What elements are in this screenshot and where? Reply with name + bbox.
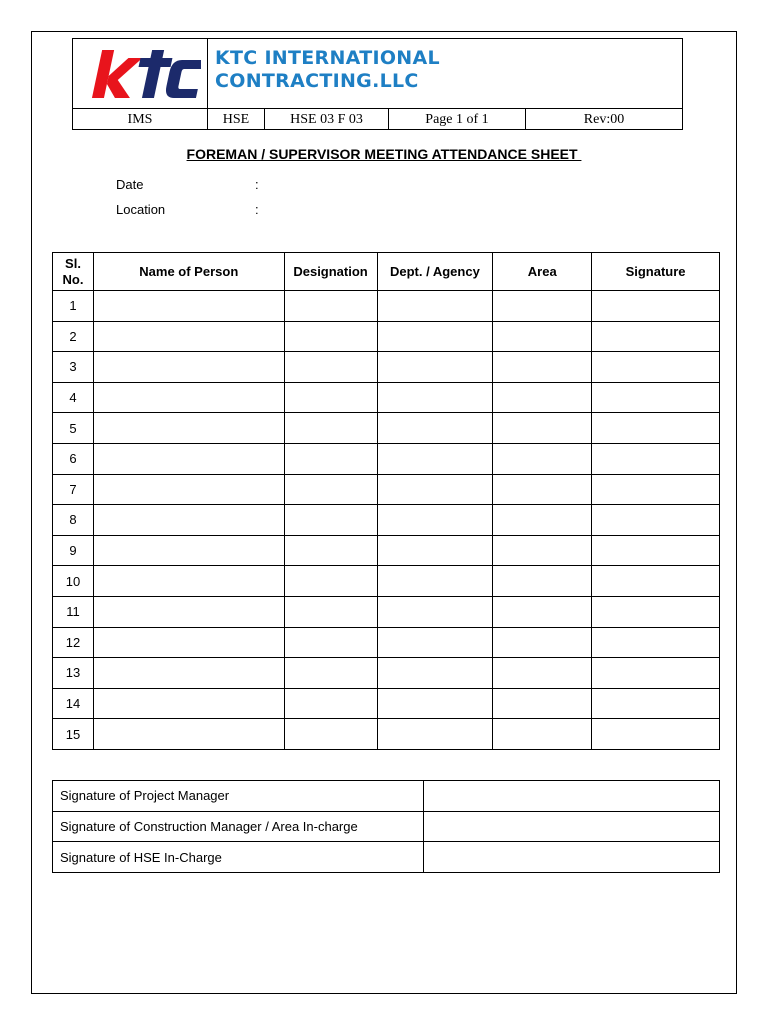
designation-cell[interactable] [284, 566, 377, 597]
name-cell[interactable] [93, 413, 284, 444]
designation-cell[interactable] [284, 535, 377, 566]
revision-cell: Rev:00 [583, 111, 625, 127]
column-header-area: Area [493, 253, 592, 291]
area-cell[interactable] [493, 443, 592, 474]
row-number: 14 [53, 688, 94, 719]
designation-cell[interactable] [284, 474, 377, 505]
system-cell: IMS [73, 109, 208, 130]
dept-agency-cell[interactable] [377, 535, 493, 566]
document-control-row [73, 108, 682, 130]
table-row [53, 535, 720, 566]
row-number: 2 [53, 321, 94, 352]
name-cell[interactable] [93, 719, 284, 750]
row-number: 7 [53, 474, 94, 505]
designation-cell[interactable] [284, 443, 377, 474]
location-label: Location [116, 202, 166, 217]
signature-cell[interactable] [592, 382, 720, 413]
dept-agency-cell[interactable] [377, 627, 493, 658]
signature-table [52, 780, 720, 873]
signature-box[interactable] [424, 781, 720, 812]
signature-label: Signature of HSE In-Charge [53, 842, 424, 873]
row-number: 1 [53, 291, 94, 322]
table-row [53, 382, 720, 413]
dept-agency-cell[interactable] [377, 321, 493, 352]
area-cell[interactable] [493, 688, 592, 719]
page-title: FOREMAN / SUPERVISOR MEETING ATTENDANCE SHEET [186, 146, 582, 162]
area-cell[interactable] [493, 535, 592, 566]
table-row [53, 627, 720, 658]
date-field [116, 177, 259, 192]
signature-cell[interactable] [592, 719, 720, 750]
column-header-designation: Designation [284, 253, 377, 291]
table-row [53, 719, 720, 750]
row-number: 13 [53, 658, 94, 689]
dept-agency-cell[interactable] [377, 658, 493, 689]
signature-cell[interactable] [592, 596, 720, 627]
signature-cell[interactable] [592, 566, 720, 597]
page-cell: Page 1 of 1 [389, 109, 526, 130]
signature-cell[interactable] [592, 291, 720, 322]
column-header-signature: Signature [592, 253, 720, 291]
table-row [53, 658, 720, 689]
row-number: 9 [53, 535, 94, 566]
row-number: 15 [53, 719, 94, 750]
dept-agency-cell[interactable] [377, 352, 493, 383]
department-cell: HSE [208, 109, 265, 130]
signature-cell[interactable] [592, 688, 720, 719]
signature-row [53, 842, 720, 873]
designation-cell[interactable] [284, 382, 377, 413]
table-row [53, 321, 720, 352]
attendance-body [53, 291, 720, 750]
table-row [53, 352, 720, 383]
row-number: 11 [53, 596, 94, 627]
signature-cell[interactable] [592, 627, 720, 658]
dept-agency-cell[interactable] [377, 474, 493, 505]
table-row [53, 505, 720, 536]
area-cell[interactable] [493, 413, 592, 444]
attendance-table [52, 252, 720, 750]
company-name-line1: KTC INTERNATIONAL [215, 47, 440, 69]
signature-cell[interactable] [592, 443, 720, 474]
name-cell[interactable] [93, 535, 284, 566]
dept-agency-cell[interactable] [377, 566, 493, 597]
column-header-sl-no: Sl. No. [53, 253, 94, 291]
company-name-line2: CONTRACTING.LLC [215, 70, 419, 92]
designation-cell[interactable] [284, 719, 377, 750]
column-header-name: Name of Person [93, 253, 284, 291]
attendance-header-row [53, 253, 720, 291]
signature-cell[interactable] [592, 505, 720, 536]
dept-agency-cell[interactable] [377, 443, 493, 474]
row-number: 12 [53, 627, 94, 658]
table-row [53, 596, 720, 627]
name-cell[interactable] [93, 382, 284, 413]
ktc-logo-icon [81, 46, 201, 102]
dept-agency-cell[interactable] [377, 413, 493, 444]
area-cell[interactable] [493, 566, 592, 597]
signature-row [53, 811, 720, 842]
row-number: 6 [53, 443, 94, 474]
row-number: 10 [53, 566, 94, 597]
name-cell[interactable] [93, 321, 284, 352]
company-logo [73, 39, 208, 108]
date-label: Date [116, 177, 144, 192]
signature-cell[interactable] [592, 413, 720, 444]
area-cell[interactable] [493, 474, 592, 505]
dept-agency-cell[interactable] [377, 291, 493, 322]
signature-row [53, 781, 720, 812]
name-cell[interactable] [93, 352, 284, 383]
table-row [53, 566, 720, 597]
area-cell[interactable] [493, 321, 592, 352]
table-row [53, 413, 720, 444]
name-cell[interactable] [93, 443, 284, 474]
table-row [53, 474, 720, 505]
signature-label: Signature of Construction Manager / Area In-charge [53, 811, 424, 842]
document-header [72, 38, 683, 130]
signature-box[interactable] [424, 842, 720, 873]
signature-label: Signature of Project Manager [53, 781, 424, 812]
dept-agency-cell[interactable] [377, 596, 493, 627]
designation-cell[interactable] [284, 596, 377, 627]
designation-cell[interactable] [284, 688, 377, 719]
name-cell[interactable] [93, 688, 284, 719]
area-cell[interactable] [493, 658, 592, 689]
signature-cell[interactable] [592, 535, 720, 566]
row-number: 4 [53, 382, 94, 413]
table-row [53, 443, 720, 474]
name-cell[interactable] [93, 596, 284, 627]
signature-cell[interactable] [592, 474, 720, 505]
name-cell[interactable] [93, 658, 284, 689]
area-cell[interactable] [493, 382, 592, 413]
area-cell[interactable] [493, 719, 592, 750]
designation-cell[interactable] [284, 658, 377, 689]
table-row [53, 291, 720, 322]
name-cell[interactable] [93, 627, 284, 658]
designation-cell[interactable] [284, 505, 377, 536]
signature-box[interactable] [424, 811, 720, 842]
row-number: 8 [53, 505, 94, 536]
signature-cell[interactable] [592, 321, 720, 352]
name-cell[interactable] [93, 505, 284, 536]
name-cell[interactable] [93, 474, 284, 505]
designation-cell[interactable] [284, 413, 377, 444]
signature-cell[interactable] [592, 658, 720, 689]
area-cell[interactable] [493, 291, 592, 322]
date-separator: : [255, 177, 259, 192]
table-row [53, 688, 720, 719]
designation-cell[interactable] [284, 352, 377, 383]
location-separator: : [255, 202, 259, 217]
doc-code-cell: HSE 03 F 03 [265, 109, 389, 130]
company-name [215, 47, 675, 93]
row-number: 3 [53, 352, 94, 383]
column-header-dept-agency: Dept. / Agency [377, 253, 493, 291]
location-field [116, 202, 259, 217]
dept-agency-cell[interactable] [377, 719, 493, 750]
area-cell[interactable] [493, 505, 592, 536]
signature-cell[interactable] [592, 352, 720, 383]
designation-cell[interactable] [284, 627, 377, 658]
dept-agency-cell[interactable] [377, 382, 493, 413]
name-cell[interactable] [93, 566, 284, 597]
area-cell[interactable] [493, 627, 592, 658]
dept-agency-cell[interactable] [377, 688, 493, 719]
signature-body [53, 781, 720, 873]
row-number: 5 [53, 413, 94, 444]
designation-cell[interactable] [284, 321, 377, 352]
designation-cell[interactable] [284, 291, 377, 322]
dept-agency-cell[interactable] [377, 505, 493, 536]
name-cell[interactable] [93, 291, 284, 322]
area-cell[interactable] [493, 596, 592, 627]
area-cell[interactable] [493, 352, 592, 383]
